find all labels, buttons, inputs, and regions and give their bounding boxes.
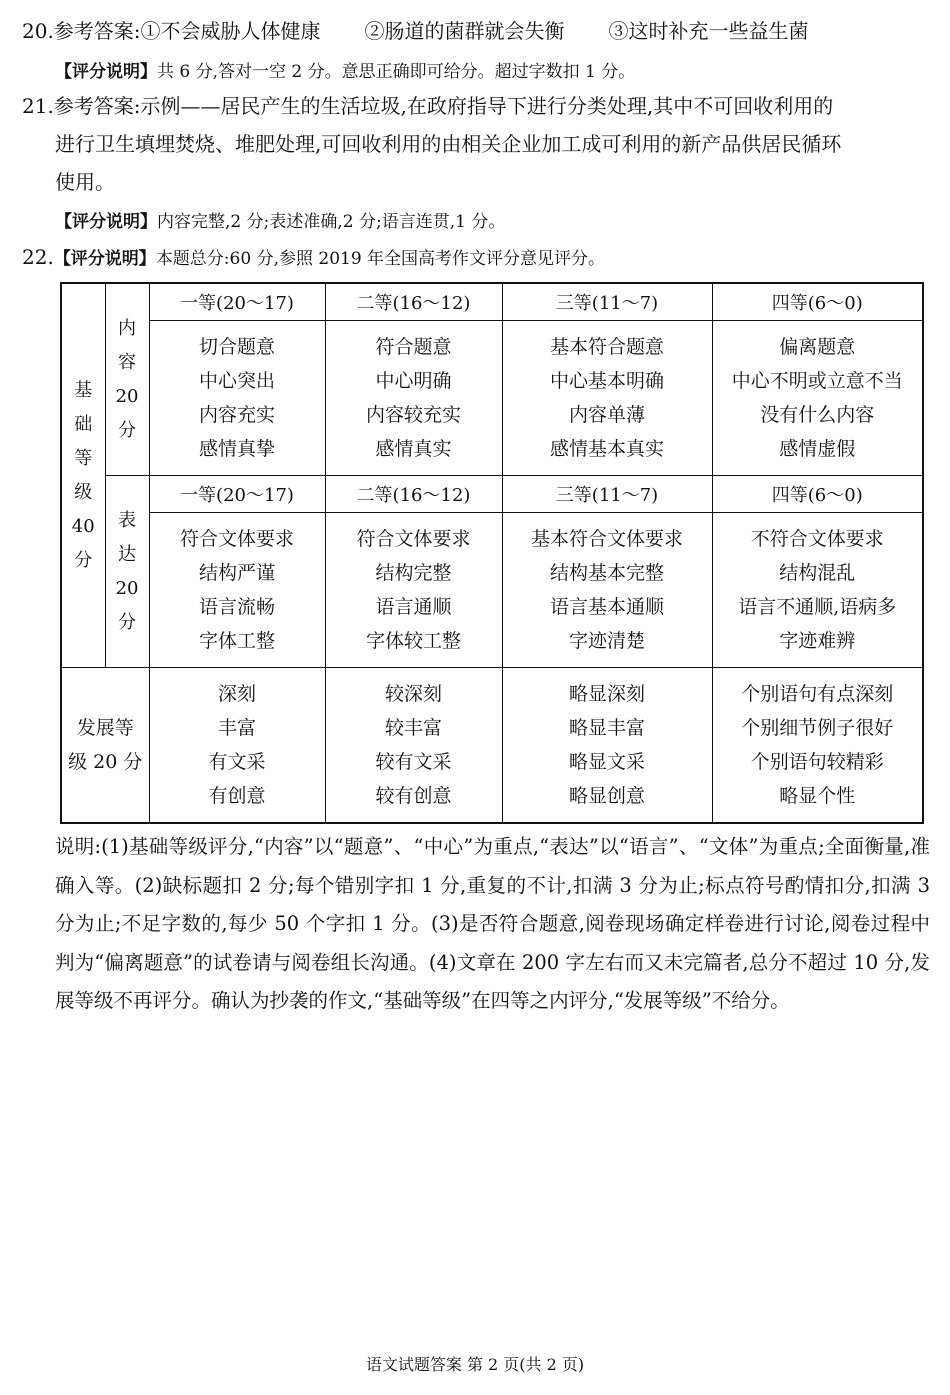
q20-answer-2: ②肠道的菌群就会失衡 bbox=[364, 19, 565, 43]
q20-note-tag: 【评分说明】 bbox=[55, 62, 157, 82]
q20-prefix: 20.参考答案: bbox=[22, 19, 141, 43]
q22-prefix: 22. bbox=[22, 245, 54, 269]
q21-note-tag: 【评分说明】 bbox=[55, 212, 157, 232]
expression-label: 表 达 20 分 bbox=[105, 476, 149, 668]
q21-line-2: 进行卫生填埋焚烧、堆肥处理,可回收利用的由相关企业加工成可利用的新产品供居民循环 bbox=[55, 132, 842, 156]
q22-scoring-note bbox=[22, 243, 605, 273]
expression-grade-2-criteria: 符合文体要求 结构完整 语言通顺 字体较工整 bbox=[325, 513, 502, 668]
scoring-notes: 说明:(1)基础等级评分,“内容”以“题意”、“中心”为重点,“表达”以“语言”、“文体”为重点;全面衡量,准确入等。(2)缺标题扣 2 分;每个错别字扣 1 分,重复的不计,扣满 3 分为止;标点符号酌情扣分,扣满 3 分为止;不足字数的,每少 50 个字扣 1 分。(3)是否符合题意,阅卷现场确定样卷进行讨论,阅卷过程中判为“偏离题意”的试卷请与阅卷组长沟通。(4)文章在 200 字左右而又未完篇者,总分不超过 10 分,发展等级不再评分。确认为抄袭的作文,“基础等级”在四等之内评分,“发展等级”不给分。 bbox=[55, 835, 930, 1012]
page-footer: 语文试题答案 第 2 页(共 2 页) bbox=[365, 1355, 585, 1374]
content-grade-4-header: 四等(6～0) bbox=[712, 283, 923, 321]
development-grade-3-criteria: 略显深刻 略显丰富 略显文采 略显创意 bbox=[502, 668, 712, 823]
q21-line-1: 21.参考答案:示例——居民产生的生活垃圾,在政府指导下进行分类处理,其中不可回收利用的 bbox=[22, 94, 834, 118]
q20-note-text: 共 6 分,答对一空 2 分。意思正确即可给分。超过字数扣 1 分。 bbox=[157, 62, 636, 82]
q20-answer-3: ③这时补充一些益生菌 bbox=[608, 19, 809, 43]
development-grade-1-criteria: 深刻 丰富 有文采 有创意 bbox=[149, 668, 325, 823]
development-level-label: 发展等 级 20 分 bbox=[61, 668, 149, 823]
content-grade-2-header: 二等(16～12) bbox=[325, 283, 502, 321]
expression-grade-4-criteria: 不符合文体要求 结构混乱 语言不通顺,语病多 字迹难辨 bbox=[712, 513, 923, 668]
expression-grade-4-header: 四等(6～0) bbox=[712, 476, 923, 513]
q22-note-tag: 【评分说明】 bbox=[53, 249, 156, 269]
q20-answer-1: ①不会威胁人体健康 bbox=[140, 19, 321, 43]
q20-scoring-note bbox=[55, 56, 635, 86]
content-label: 内 容 20 分 bbox=[105, 283, 149, 476]
expression-grade-2-header: 二等(16～12) bbox=[325, 476, 502, 513]
q21-line-3: 使用。 bbox=[55, 170, 115, 194]
expression-grade-3-criteria: 基本符合文体要求 结构基本完整 语言基本通顺 字迹清楚 bbox=[502, 513, 712, 668]
grading-table bbox=[60, 282, 924, 824]
expression-grade-1-criteria: 符合文体要求 结构严谨 语言流畅 字体工整 bbox=[149, 513, 325, 668]
content-grade-1-header: 一等(20～17) bbox=[149, 283, 325, 321]
development-grade-2-criteria: 较深刻 较丰富 较有文采 较有创意 bbox=[325, 668, 502, 823]
content-grade-4-criteria: 偏离题意 中心不明或立意不当 没有什么内容 感情虚假 bbox=[712, 321, 923, 476]
development-grade-4-criteria: 个别语句有点深刻 个别细节例子很好 个别语句较精彩 略显个性 bbox=[712, 668, 923, 823]
content-grade-1-criteria: 切合题意 中心突出 内容充实 感情真挚 bbox=[149, 321, 325, 476]
expression-grade-1-header: 一等(20～17) bbox=[149, 476, 325, 513]
q20-answer bbox=[22, 17, 809, 45]
content-grade-2-criteria: 符合题意 中心明确 内容较充实 感情真实 bbox=[325, 321, 502, 476]
q22-note-text: 本题总分:60 分,参照 2019 年全国高考作文评分意见评分。 bbox=[155, 249, 606, 269]
content-grade-3-header: 三等(11～7) bbox=[502, 283, 712, 321]
basic-level-label: 基 础 等 级 40 分 bbox=[61, 283, 105, 668]
q21-scoring-note bbox=[55, 206, 505, 236]
q21-note-text: 内容完整,2 分;表述准确,2 分;语言连贯,1 分。 bbox=[157, 212, 506, 232]
expression-grade-3-header: 三等(11～7) bbox=[502, 476, 712, 513]
content-grade-3-criteria: 基本符合题意 中心基本明确 内容单薄 感情基本真实 bbox=[502, 321, 712, 476]
